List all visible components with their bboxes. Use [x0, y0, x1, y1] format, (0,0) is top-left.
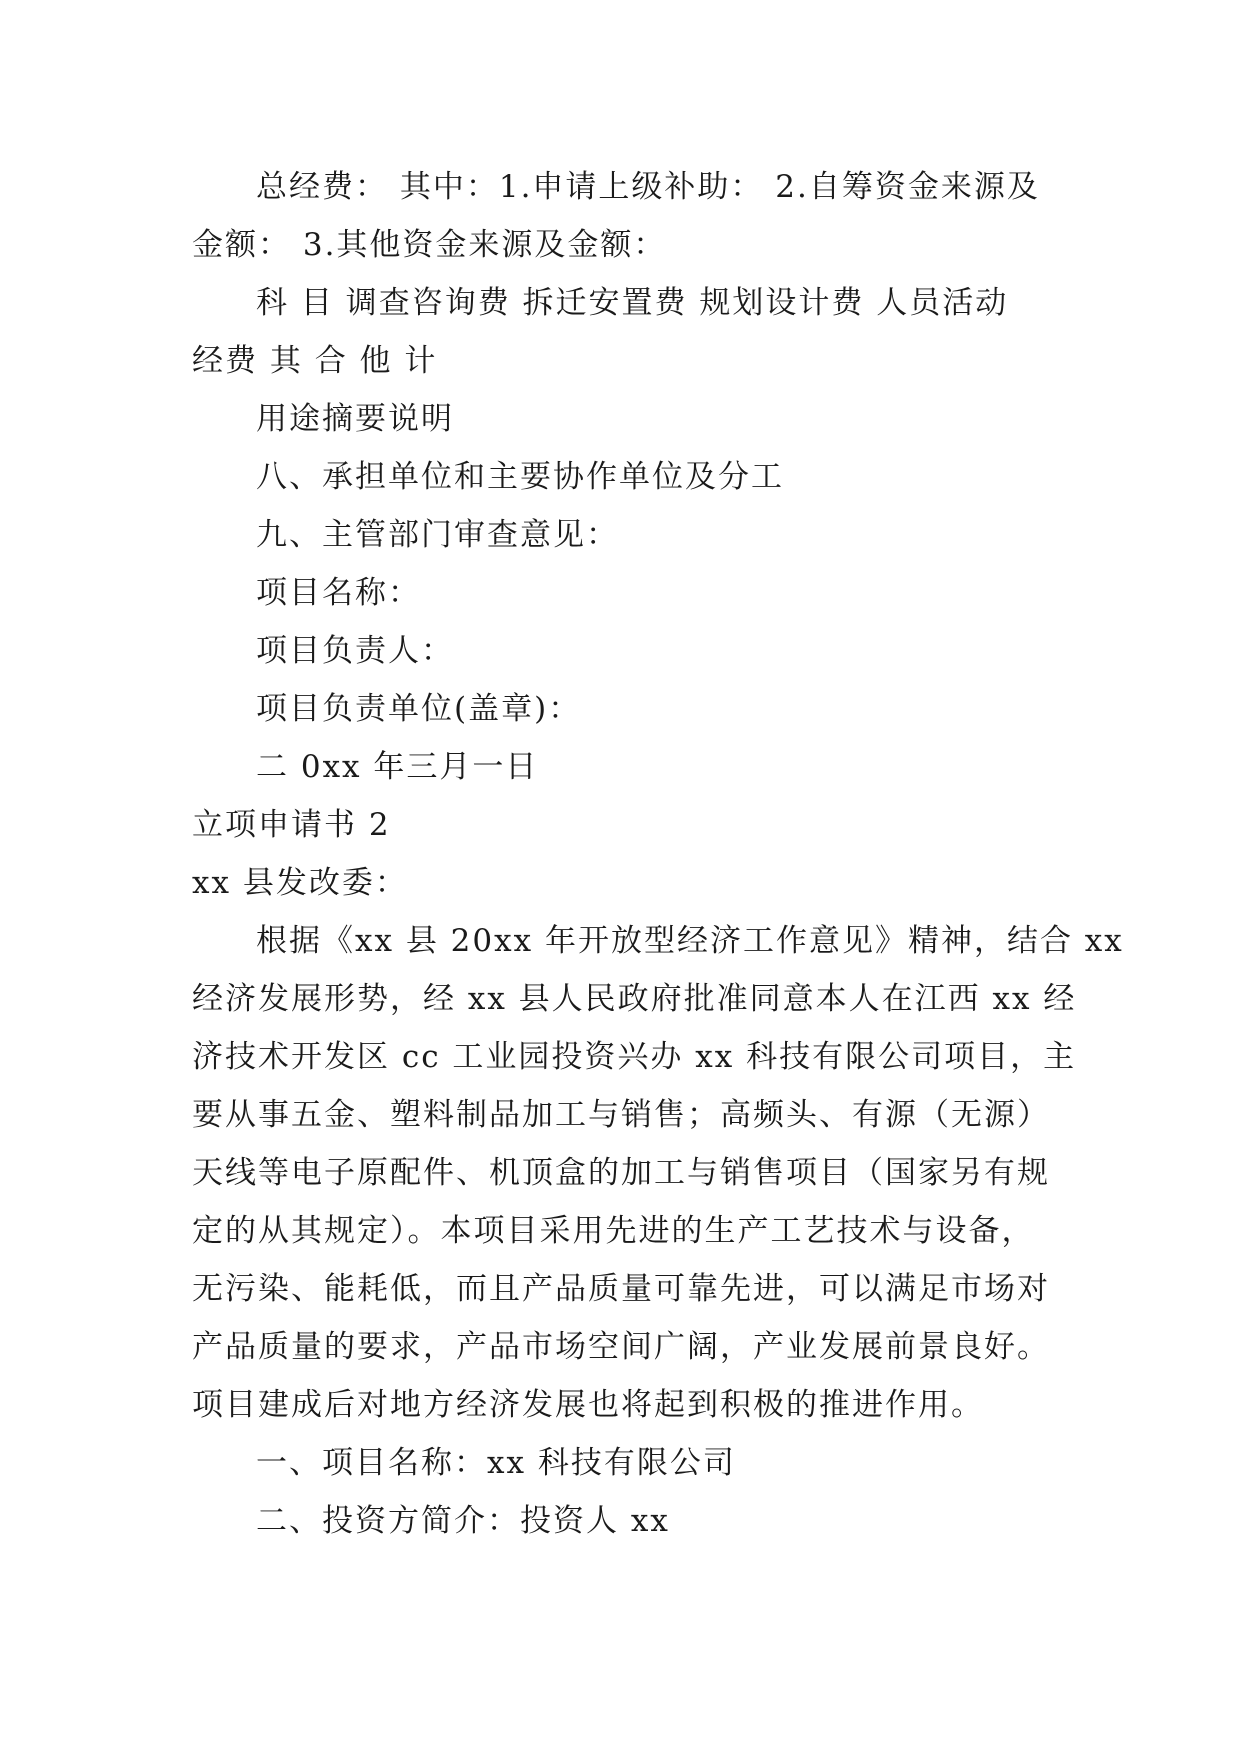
- text-line-budget-items-cont: 经费 其 合 他 计: [192, 343, 438, 379]
- body-paragraph-line: 根据《xx 县 20xx 年开放型经济工作意见》精神，结合 xx: [256, 923, 1124, 959]
- text-line-funding-other: 金额： 3.其他资金来源及金额：: [192, 227, 667, 263]
- text-line-project-unit: 项目负责单位(盖章)：: [256, 691, 582, 727]
- body-paragraph-line: 济技术开发区 cc 工业园投资兴办 xx 科技有限公司项目，主: [192, 1039, 1077, 1075]
- text-line-funding-total: 总经费： 其中：1.申请上级补助： 2.自筹资金来源及: [256, 169, 1040, 205]
- addressee: xx 县发改委：: [192, 865, 408, 901]
- document-title: 立项申请书 2: [192, 807, 391, 843]
- body-paragraph-line: 定的从其规定）。本项目采用先进的生产工艺技术与设备，: [192, 1213, 1035, 1249]
- body-paragraph-line: 要从事五金、塑料制品加工与销售；高频头、有源（无源）: [192, 1097, 1050, 1133]
- text-line-date: 二 0xx 年三月一日: [256, 749, 539, 785]
- text-line-budget-items: 科 目 调查咨询费 拆迁安置费 规划设计费 人员活动: [256, 285, 1009, 321]
- section-heading-8: 八、承担单位和主要协作单位及分工: [256, 459, 784, 495]
- body-paragraph-line: 经济发展形势，经 xx 县人民政府批准同意本人在江西 xx 经: [192, 981, 1077, 1017]
- section-heading-2: 二、投资方简介：投资人 xx: [256, 1503, 670, 1539]
- section-heading-1: 一、项目名称：xx 科技有限公司: [256, 1445, 736, 1481]
- body-paragraph-line: 产品质量的要求，产品市场空间广阔，产业发展前景良好。: [192, 1329, 1050, 1365]
- body-paragraph-line: 无污染、能耗低，而且产品质量可靠先进，可以满足市场对: [192, 1271, 1050, 1307]
- body-paragraph-line: 天线等电子原配件、机顶盒的加工与销售项目（国家另有规: [192, 1155, 1050, 1191]
- section-heading-9: 九、主管部门审查意见：: [256, 517, 619, 553]
- document-page: [192, 158, 1124, 1550]
- text-line-project-leader: 项目负责人：: [256, 633, 454, 669]
- body-paragraph-line: 项目建成后对地方经济发展也将起到积极的推进作用。: [192, 1387, 984, 1423]
- text-line-usage-summary: 用途摘要说明: [256, 401, 454, 437]
- text-line-project-name: 项目名称：: [256, 575, 421, 611]
